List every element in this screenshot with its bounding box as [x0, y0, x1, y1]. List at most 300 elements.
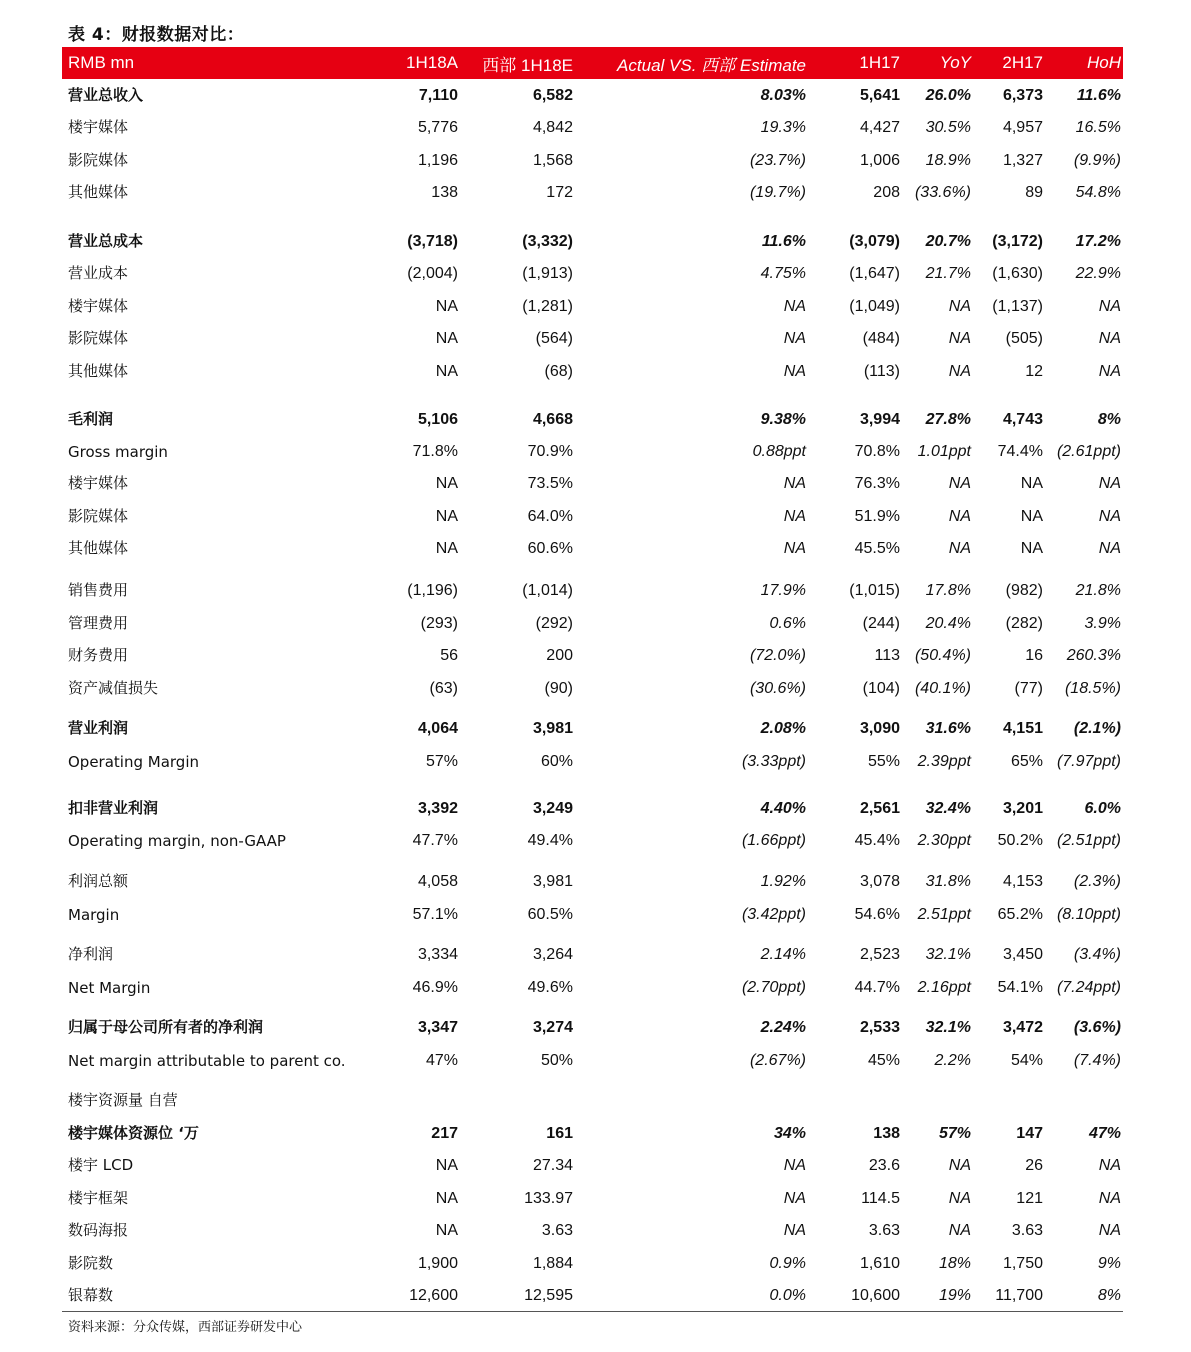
header-label: RMB mn	[68, 53, 135, 72]
row-label: 资产减值损失	[68, 679, 159, 697]
row-label: 营业总成本	[68, 232, 144, 250]
table-row	[62, 564, 1123, 606]
cell-1h17: 138	[873, 1125, 900, 1142]
row-label: 其他媒体	[68, 539, 129, 557]
cell-actual-vs-estimate: (2.67%)	[749, 1052, 806, 1069]
cell-hoh: 3.9%	[1084, 615, 1121, 632]
cell-1h17: 10,600	[808, 1279, 902, 1311]
cell-1h18e: 161	[546, 1125, 573, 1142]
cell-actual-vs-estimate: 2.08%	[760, 720, 806, 737]
cell-hoh: 8%	[1045, 1279, 1123, 1311]
table-title: 表 4：财报数据对比：	[68, 25, 245, 45]
cell-1h18a: NA	[435, 1157, 458, 1174]
cell-1h18a: 1,900	[417, 1255, 458, 1272]
cell-1h18a: NA	[435, 298, 458, 315]
row-label: Net margin attributable to parent co.	[68, 1052, 346, 1070]
cell-2h17: 65.2%	[997, 906, 1043, 923]
cell-actual-vs-estimate: NA	[783, 1157, 806, 1174]
cell-1h17: 5,641	[859, 87, 900, 104]
cell-1h18e: 12,595	[460, 1279, 575, 1311]
cell-actual-vs-estimate: NA	[783, 330, 806, 347]
cell-1h18a: 56	[440, 647, 458, 664]
cell-1h18e: 3,274	[532, 1019, 573, 1036]
table-row	[62, 257, 1123, 289]
cell-hoh: 8%	[1097, 411, 1121, 428]
cell-1h17: 1,006	[859, 152, 900, 169]
header-hoh: HoH	[1086, 53, 1121, 72]
cell-1h18e: (68)	[544, 363, 573, 380]
row-label: Net Margin	[68, 979, 151, 997]
cell-hoh: 11.6%	[1076, 87, 1121, 104]
cell-yoy: 26.0%	[925, 87, 971, 104]
cell-hoh: 21.8%	[1075, 582, 1121, 599]
cell-1h18e: 133.97	[524, 1190, 573, 1207]
cell-hoh: (3.4%)	[1073, 946, 1121, 963]
cell-2h17: 16	[1025, 647, 1043, 664]
cell-2h17: 6,373	[1002, 87, 1043, 104]
cell-1h18a: 71.8%	[412, 443, 458, 460]
cell-hoh: (2.61ppt)	[1056, 443, 1121, 460]
cell-1h18a: 3,347	[417, 1019, 458, 1036]
cell-1h17: (113)	[863, 363, 900, 380]
cell-actual-vs-estimate: NA	[783, 363, 806, 380]
cell-actual-vs-estimate: 4.40%	[760, 800, 806, 817]
cell-1h18e: 3,981	[532, 720, 573, 737]
cell-hoh: 16.5%	[1075, 119, 1121, 136]
cell-1h18e: 3.63	[541, 1222, 573, 1239]
cell-actual-vs-estimate: 1.92%	[760, 873, 806, 890]
cell-hoh: (2.51ppt)	[1056, 832, 1121, 849]
cell-actual-vs-estimate: 9.38%	[760, 411, 806, 428]
cell-hoh: NA	[1098, 508, 1121, 525]
header-2h17: 2H17	[1002, 53, 1043, 72]
cell-actual-vs-estimate: NA	[783, 508, 806, 525]
cell-hoh: 6.0%	[1084, 800, 1121, 817]
table-row	[62, 1116, 1123, 1149]
financial-comparison-table	[62, 47, 1123, 1312]
cell-1h17	[808, 1076, 902, 1116]
table-row	[62, 143, 1123, 176]
cell-hoh: (2.1%)	[1073, 720, 1121, 737]
cell-1h18e: 60%	[540, 753, 573, 770]
cell-yoy: 30.5%	[925, 119, 971, 136]
cell-actual-vs-estimate: NA	[783, 540, 806, 557]
cell-hoh: (3.6%)	[1073, 1019, 1121, 1036]
cell-hoh: NA	[1098, 540, 1121, 557]
cell-actual-vs-estimate: 0.6%	[769, 615, 806, 632]
cell-yoy: 32.1%	[925, 946, 971, 963]
cell-hoh: (7.24ppt)	[1056, 979, 1121, 996]
cell-hoh: (7.97ppt)	[1056, 753, 1121, 770]
cell-yoy: 2.16ppt	[917, 979, 971, 996]
table-row	[62, 354, 1123, 387]
cell-yoy: 18.9%	[925, 152, 971, 169]
header-1h18e: 西部 1H18E	[482, 55, 573, 75]
table-row	[62, 1181, 1123, 1214]
cell-actual-vs-estimate: NA	[783, 1222, 806, 1239]
cell-1h18e: 6,582	[532, 87, 573, 104]
cell-1h18a: 4,058	[417, 873, 458, 890]
row-label: 其他媒体	[68, 362, 129, 380]
row-label: 毛利润	[68, 410, 114, 428]
cell-2h17: 3,472	[1002, 1019, 1043, 1036]
cell-1h17: 76.3%	[854, 475, 900, 492]
cell-yoy: 1.01ppt	[917, 443, 971, 460]
table-row	[62, 606, 1123, 639]
table-row	[62, 1149, 1123, 1181]
cell-2h17: 26	[1025, 1157, 1043, 1174]
row-label: Gross margin	[68, 443, 168, 461]
cell-1h17: (3,079)	[849, 233, 900, 250]
cell-1h17: (1,647)	[849, 265, 900, 282]
cell-2h17: (1,137)	[992, 298, 1043, 315]
cell-yoy: NA	[948, 475, 971, 492]
table-row	[62, 639, 1123, 671]
cell-2h17: 4,957	[1002, 119, 1043, 136]
row-label: 其他媒体	[68, 183, 129, 201]
row-label: 管理费用	[68, 614, 129, 632]
cell-actual-vs-estimate: 0.0%	[575, 1279, 808, 1311]
cell-yoy	[902, 1076, 973, 1116]
cell-1h18e: 73.5%	[527, 475, 573, 492]
table-row	[62, 467, 1123, 499]
cell-1h18e: (3,332)	[522, 233, 573, 250]
cell-yoy: 17.8%	[925, 582, 971, 599]
cell-1h18a: NA	[435, 1190, 458, 1207]
cell-1h17: 23.6	[868, 1157, 900, 1174]
cell-1h18e: (1,014)	[522, 582, 573, 599]
table-row	[62, 1279, 1123, 1311]
cell-1h17: 45.4%	[854, 832, 900, 849]
row-label: 楼宇媒体	[68, 118, 129, 136]
table-row	[62, 1214, 1123, 1246]
cell-yoy: NA	[948, 330, 971, 347]
cell-yoy: NA	[948, 298, 971, 315]
cell-1h17: 2,561	[859, 800, 900, 817]
cell-2h17: NA	[1020, 540, 1043, 557]
cell-2h17: 89	[1025, 184, 1043, 201]
cell-2h17: 121	[1016, 1190, 1043, 1207]
cell-1h18a: 47.7%	[412, 832, 458, 849]
cell-1h17: 3,994	[859, 411, 900, 428]
cell-1h17: (1,049)	[849, 298, 900, 315]
cell-2h17: (3,172)	[992, 233, 1043, 250]
cell-1h18a: 3,334	[417, 946, 458, 963]
table-row	[62, 435, 1123, 467]
cell-2h17: 3.63	[1011, 1222, 1043, 1239]
cell-1h18e: 70.9%	[527, 443, 573, 460]
header-yoy: YoY	[939, 53, 971, 72]
cell-actual-vs-estimate: (3.33ppt)	[741, 753, 806, 770]
cell-1h18a: 57%	[425, 753, 458, 770]
cell-hoh: NA	[1098, 330, 1121, 347]
row-label: Operating Margin	[68, 753, 199, 771]
cell-1h17: 1,610	[859, 1255, 900, 1272]
cell-1h18e: (564)	[535, 330, 573, 347]
cell-1h18e: 1,884	[532, 1255, 573, 1272]
cell-actual-vs-estimate: 11.6%	[761, 233, 806, 250]
table-row	[62, 970, 1123, 1003]
cell-actual-vs-estimate: (23.7%)	[749, 152, 806, 169]
cell-hoh	[1045, 1076, 1123, 1116]
cell-hoh: (2.3%)	[1073, 873, 1121, 890]
cell-hoh: 47%	[1088, 1125, 1121, 1142]
cell-yoy: 57%	[938, 1125, 971, 1142]
row-label: 楼宇资源量 自营	[68, 1091, 178, 1109]
table-header-row	[62, 47, 1123, 79]
cell-2h17: 4,151	[1002, 720, 1043, 737]
cell-1h17: (1,015)	[849, 582, 900, 599]
cell-yoy: 20.7%	[925, 233, 971, 250]
cell-1h18e: 3,264	[532, 946, 573, 963]
cell-actual-vs-estimate	[575, 1076, 808, 1116]
cell-yoy: 19%	[902, 1279, 973, 1311]
cell-2h17: 54%	[1010, 1052, 1043, 1069]
table-row	[62, 1076, 1123, 1116]
table-row	[62, 1003, 1123, 1043]
cell-1h18a: (3,718)	[407, 233, 458, 250]
cell-1h18a	[362, 1076, 460, 1116]
table-row	[62, 387, 1123, 435]
cell-hoh: NA	[1098, 1190, 1121, 1207]
cell-1h18a: 5,106	[417, 411, 458, 428]
row-label: 销售费用	[68, 581, 129, 599]
cell-1h18e: 49.6%	[527, 979, 573, 996]
cell-1h18a: 217	[431, 1125, 458, 1142]
cell-2h17: 3,201	[1002, 800, 1043, 817]
table-row	[62, 111, 1123, 143]
cell-actual-vs-estimate: (72.0%)	[749, 647, 806, 664]
cell-2h17: NA	[1020, 475, 1043, 492]
table-row	[62, 176, 1123, 208]
cell-1h18a: (1,196)	[407, 582, 458, 599]
table-row	[62, 499, 1123, 532]
cell-2h17: (1,630)	[992, 265, 1043, 282]
cell-hoh: (9.9%)	[1073, 152, 1121, 169]
cell-1h18a: 4,064	[417, 720, 458, 737]
cell-1h17: (484)	[862, 330, 900, 347]
cell-yoy: 31.8%	[925, 873, 971, 890]
row-label: 银幕数	[62, 1279, 362, 1311]
cell-2h17: 74.4%	[997, 443, 1043, 460]
cell-1h18e: (1,913)	[522, 265, 573, 282]
cell-actual-vs-estimate: 2.24%	[760, 1019, 806, 1036]
cell-1h18e: 50%	[540, 1052, 573, 1069]
cell-actual-vs-estimate: 2.14%	[760, 946, 806, 963]
table-row	[62, 208, 1123, 257]
cell-1h17: 113	[874, 647, 900, 664]
cell-actual-vs-estimate: NA	[783, 475, 806, 492]
cell-2h17: 3,450	[1002, 946, 1043, 963]
table-row	[62, 856, 1123, 897]
cell-yoy: 2.39ppt	[917, 753, 971, 770]
row-label: 楼宇 LCD	[68, 1156, 134, 1174]
cell-1h18a: 46.9%	[412, 979, 458, 996]
cell-2h17: 4,153	[1002, 873, 1043, 890]
cell-hoh: NA	[1098, 1222, 1121, 1239]
cell-hoh: NA	[1098, 298, 1121, 315]
cell-1h18e: (1,281)	[522, 298, 573, 315]
cell-yoy: (50.4%)	[914, 647, 971, 664]
cell-1h17: 2,523	[859, 946, 900, 963]
row-label: 楼宇媒体	[68, 297, 129, 315]
cell-yoy: NA	[948, 1157, 971, 1174]
cell-1h17: 54.6%	[854, 906, 900, 923]
cell-hoh: NA	[1098, 1157, 1121, 1174]
cell-1h18a: (2,004)	[407, 265, 458, 282]
cell-yoy: 32.4%	[925, 800, 971, 817]
row-label: 楼宇媒体资源位 ‘万	[68, 1124, 199, 1142]
cell-1h17: 114.5	[861, 1190, 900, 1207]
cell-1h18a: (293)	[420, 615, 458, 632]
cell-actual-vs-estimate: 34%	[773, 1125, 806, 1142]
row-label: 营业利润	[68, 719, 129, 737]
cell-hoh: 17.2%	[1075, 233, 1121, 250]
cell-2h17: (505)	[1005, 330, 1043, 347]
header-1h18a: 1H18A	[406, 53, 458, 72]
table-row	[62, 671, 1123, 704]
cell-actual-vs-estimate: 0.9%	[769, 1255, 806, 1272]
cell-2h17: 1,327	[1002, 152, 1043, 169]
cell-2h17: 11,700	[973, 1279, 1045, 1311]
cell-1h18e: 3,981	[532, 873, 573, 890]
table-row	[62, 930, 1123, 970]
cell-actual-vs-estimate: NA	[783, 298, 806, 315]
row-label: 归属于母公司所有者的净利润	[68, 1018, 264, 1036]
cell-1h18e: 27.34	[532, 1157, 573, 1174]
cell-1h17: 2,533	[859, 1019, 900, 1036]
cell-1h17: 44.7%	[854, 979, 900, 996]
cell-hoh: (7.4%)	[1073, 1052, 1121, 1069]
cell-1h18e: 60.6%	[527, 540, 573, 557]
cell-yoy: 27.8%	[925, 411, 971, 428]
cell-yoy: (33.6%)	[914, 184, 971, 201]
cell-2h17: 54.1%	[997, 979, 1043, 996]
cell-hoh: (18.5%)	[1064, 680, 1121, 697]
row-label: 扣非营业利润	[68, 799, 159, 817]
cell-1h18a: 7,110	[418, 87, 458, 104]
cell-yoy: NA	[948, 540, 971, 557]
cell-hoh: NA	[1098, 363, 1121, 380]
table-row	[62, 744, 1123, 777]
cell-1h18a: 57.1%	[412, 906, 458, 923]
cell-1h17: 70.8%	[854, 443, 900, 460]
table-row	[62, 1246, 1123, 1279]
cell-yoy: 21.7%	[925, 265, 971, 282]
cell-1h18a: 3,392	[417, 800, 458, 817]
cell-actual-vs-estimate: 4.75%	[760, 265, 806, 282]
cell-actual-vs-estimate: 8.03%	[760, 87, 806, 104]
cell-1h18e	[460, 1076, 575, 1116]
cell-1h18a: NA	[435, 540, 458, 557]
cell-1h17: 45.5%	[854, 540, 900, 557]
table-row	[62, 704, 1123, 744]
cell-yoy: 20.4%	[925, 615, 971, 632]
cell-1h17: 3,078	[859, 873, 900, 890]
cell-1h17: 4,427	[859, 119, 900, 136]
cell-1h17: 3,090	[859, 720, 900, 737]
cell-1h17: 3.63	[868, 1222, 900, 1239]
row-label: 财务费用	[68, 646, 129, 664]
cell-yoy: 2.2%	[934, 1052, 971, 1069]
row-label: 影院媒体	[68, 507, 129, 525]
cell-actual-vs-estimate: 0.88ppt	[752, 443, 806, 460]
cell-1h18e: 1,568	[532, 152, 573, 169]
cell-yoy: NA	[948, 363, 971, 380]
cell-1h18a: NA	[435, 363, 458, 380]
row-label: 利润总额	[68, 872, 129, 890]
cell-1h18a: NA	[435, 508, 458, 525]
cell-2h17: 147	[1016, 1125, 1043, 1142]
cell-actual-vs-estimate: NA	[783, 1190, 806, 1207]
cell-actual-vs-estimate: 17.9%	[760, 582, 806, 599]
cell-yoy: 2.30ppt	[917, 832, 971, 849]
cell-1h18e: 64.0%	[527, 508, 573, 525]
cell-1h18a: 5,776	[417, 119, 458, 136]
cell-yoy: (40.1%)	[914, 680, 971, 697]
cell-yoy: NA	[948, 508, 971, 525]
cell-hoh: 260.3%	[1066, 647, 1121, 664]
cell-1h18e: 200	[546, 647, 573, 664]
cell-hoh: (8.10ppt)	[1056, 906, 1121, 923]
cell-1h18e: 3,249	[532, 800, 573, 817]
row-label: 数码海报	[68, 1221, 129, 1239]
row-label: 影院数	[68, 1254, 114, 1272]
cell-2h17: 4,743	[1002, 411, 1043, 428]
cell-2h17: NA	[1020, 508, 1043, 525]
cell-2h17: (982)	[1005, 582, 1043, 599]
cell-1h17: 51.9%	[854, 508, 900, 525]
cell-1h18e: 49.4%	[527, 832, 573, 849]
row-label: 影院媒体	[68, 329, 129, 347]
row-label: 营业总收入	[68, 86, 144, 104]
cell-1h17: 208	[873, 184, 900, 201]
cell-1h18a: 138	[431, 184, 458, 201]
cell-hoh: NA	[1098, 475, 1121, 492]
cell-1h18e: 172	[546, 184, 573, 201]
cell-actual-vs-estimate: 19.3%	[760, 119, 806, 136]
cell-2h17: (282)	[1005, 615, 1043, 632]
cell-hoh: 9%	[1097, 1255, 1121, 1272]
cell-actual-vs-estimate: (30.6%)	[749, 680, 806, 697]
cell-1h18a: 12,600	[362, 1279, 460, 1311]
cell-yoy: 18%	[938, 1255, 971, 1272]
cell-actual-vs-estimate: (2.70ppt)	[741, 979, 806, 996]
table-row	[62, 897, 1123, 930]
header-1h17: 1H17	[859, 53, 900, 72]
cell-1h18a: (63)	[429, 680, 458, 697]
cell-2h17	[973, 1076, 1045, 1116]
row-label: 楼宇框架	[68, 1189, 129, 1207]
cell-1h18a: NA	[435, 475, 458, 492]
cell-1h17: 55%	[867, 753, 900, 770]
row-label: 影院媒体	[68, 151, 129, 169]
source-note: 资料来源：分众传媒，西部证券研发中心	[68, 1320, 303, 1335]
row-label: 楼宇媒体	[68, 474, 129, 492]
cell-yoy: 31.6%	[925, 720, 971, 737]
cell-1h17: 45%	[867, 1052, 900, 1069]
cell-1h18e: 4,668	[532, 411, 573, 428]
cell-actual-vs-estimate: (3.42ppt)	[741, 906, 806, 923]
table-row	[62, 322, 1123, 354]
cell-actual-vs-estimate: (19.7%)	[749, 184, 806, 201]
cell-2h17: 12	[1025, 363, 1043, 380]
row-label: Margin	[68, 906, 120, 924]
table-row	[62, 1043, 1123, 1076]
cell-1h18a: NA	[435, 330, 458, 347]
cell-1h17: (104)	[862, 680, 900, 697]
row-label: Operating margin, non-GAAP	[68, 832, 286, 850]
